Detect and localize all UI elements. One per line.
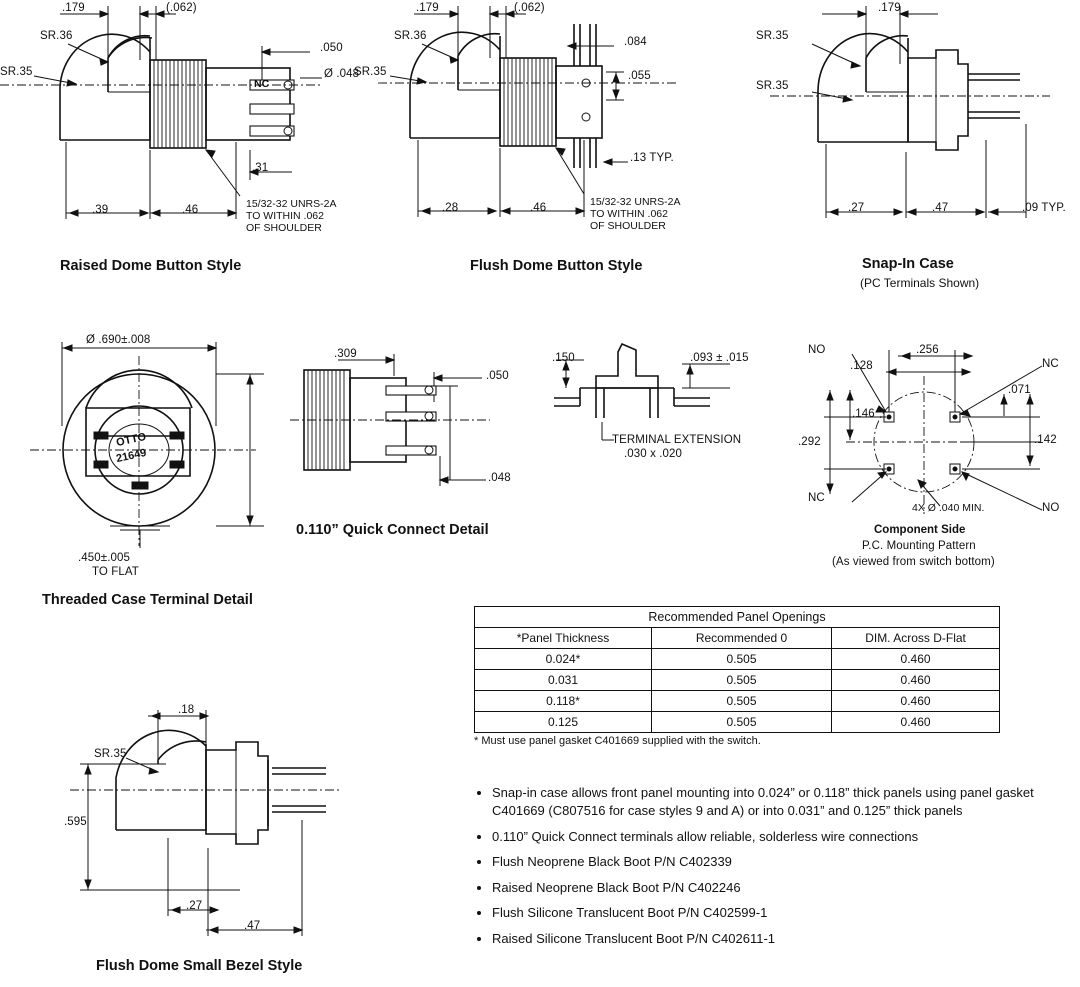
dim-flush-179: .179 xyxy=(416,2,439,14)
cell-recommended: 0.505 xyxy=(651,712,831,733)
cell-dflat: 0.460 xyxy=(832,670,1000,691)
dim-pc-128: .128 xyxy=(850,360,873,372)
note-terminal-extension: TERMINAL EXTENSION xyxy=(612,434,742,446)
marking-partnumber: 21649 xyxy=(115,446,148,466)
dim-pc-146: .146 xyxy=(852,408,875,420)
note-terminal-extension-dims: .030 x .020 xyxy=(624,448,683,460)
table-header-row xyxy=(475,628,1000,649)
dim-pc-292: .292 xyxy=(798,436,821,448)
panel-openings-table-wrap xyxy=(474,606,1000,747)
label-pc-nc-bottom: NC xyxy=(808,492,825,504)
dim-pc-256: .256 xyxy=(916,344,939,356)
dim-snapin-179: .179 xyxy=(878,2,901,14)
notes-list-wrap xyxy=(474,782,1070,953)
snap-in-drawing xyxy=(730,0,1080,300)
label-pc-no-top: NO xyxy=(808,344,826,356)
table-row xyxy=(475,670,1000,691)
cell-recommended: 0.505 xyxy=(651,670,831,691)
dim-pc-142: .142 xyxy=(1034,434,1057,446)
view-small-bezel xyxy=(40,690,400,987)
dim-raised-dia048: Ø .048 xyxy=(324,68,360,80)
note-raised-thread-1: 15/32-32 UNRS-2A xyxy=(246,198,337,210)
marking-otto: OTTO xyxy=(115,430,148,450)
flush-dome-drawing xyxy=(378,0,718,290)
list-item: • Raised Neoprene Black Boot P/N C402246 xyxy=(492,877,1070,897)
caption-pc-mounting-pattern: P.C. Mounting Pattern xyxy=(862,540,976,552)
view-pc-pattern xyxy=(790,330,1080,590)
list-item: • Raised Silicone Translucent Boot P/N C402611-1 xyxy=(492,928,1070,948)
caption-snap-in: Snap-In Case xyxy=(862,256,954,272)
table-footnote: * Must use panel gasket C401669 supplied with the switch. xyxy=(474,735,761,747)
cell-dflat: 0.460 xyxy=(832,649,1000,670)
note-raised-thread-2: TO WITHIN .062 xyxy=(246,210,324,222)
dim-qc-050: .050 xyxy=(486,370,509,382)
dim-bezel-47: .47 xyxy=(244,920,261,932)
label-pc-nc-top: NC xyxy=(1042,358,1059,370)
note-flush-thread-3: OF SHOULDER xyxy=(590,220,666,232)
dim-threaded-dia: Ø .690±.008 xyxy=(86,334,151,346)
label-snapin-sr35-top: SR.35 xyxy=(756,30,789,42)
note-flush-thread-2: TO WITHIN .062 xyxy=(590,208,668,220)
dim-raised-179: .179 xyxy=(62,2,85,14)
table-row xyxy=(475,691,1000,712)
cell-recommended: 0.505 xyxy=(651,649,831,670)
table-header-dflat: DIM. Across D-Flat xyxy=(832,628,1000,649)
cell-thickness: 0.031 xyxy=(475,670,652,691)
threaded-case-drawing xyxy=(20,330,310,610)
list-item: • Flush Neoprene Black Boot P/N C402339 xyxy=(492,851,1070,871)
cell-dflat: 0.460 xyxy=(832,691,1000,712)
dim-raised-062: (.062) xyxy=(166,2,197,14)
dim-flush-084: .084 xyxy=(624,36,647,48)
dim-flush-13typ: .13 TYP. xyxy=(630,152,674,164)
dim-snapin-47: .47 xyxy=(932,202,949,214)
dim-raised-050: .050 xyxy=(320,42,343,54)
dim-flush-46: .46 xyxy=(530,202,547,214)
caption-pc-component-side: Component Side xyxy=(874,524,966,536)
caption-quick-connect: 0.110” Quick Connect Detail xyxy=(296,522,489,538)
view-threaded-case xyxy=(20,330,310,610)
table-row xyxy=(475,712,1000,733)
list-item: • 0.110” Quick Connect terminals allow reliable, solderless wire connections xyxy=(492,826,1070,846)
dim-flush-28: .28 xyxy=(442,202,459,214)
dim-raised-39: .39 xyxy=(92,204,109,216)
cell-dflat: 0.460 xyxy=(832,712,1000,733)
dim-raised-31: .31 xyxy=(252,162,269,174)
caption-flush-dome: Flush Dome Button Style xyxy=(470,258,643,274)
notes-list xyxy=(474,782,1070,948)
note-raised-thread-3: OF SHOULDER xyxy=(246,222,322,234)
table-row xyxy=(475,649,1000,670)
view-quick-connect xyxy=(290,330,540,550)
list-item: • Flush Silicone Translucent Boot P/N C402599-1 xyxy=(492,902,1070,922)
table-title: Recommended Panel Openings xyxy=(475,607,1000,628)
caption-pc-view-note: (As viewed from switch bottom) xyxy=(832,556,995,568)
cell-recommended: 0.505 xyxy=(651,691,831,712)
dim-snapin-09typ: .09 TYP. xyxy=(1022,202,1066,214)
caption-small-bezel: Flush Dome Small Bezel Style xyxy=(96,958,303,974)
terminal-extension-drawing xyxy=(540,330,800,510)
small-bezel-drawing xyxy=(40,690,400,987)
dim-snapin-27: .27 xyxy=(848,202,865,214)
dim-qc-048: .048 xyxy=(488,472,511,484)
dim-termext-093: .093 ± .015 xyxy=(690,352,749,364)
label-flush-sr36: SR.36 xyxy=(394,30,427,42)
dim-bezel-18: .18 xyxy=(178,704,195,716)
dim-qc-309: .309 xyxy=(334,348,357,360)
dim-bezel-27: .27 xyxy=(186,900,203,912)
view-terminal-extension xyxy=(540,330,800,510)
panel-openings-table xyxy=(474,606,1000,733)
dim-termext-150: .150 xyxy=(552,352,575,364)
caption-raised-dome: Raised Dome Button Style xyxy=(60,258,242,274)
label-snapin-sr35-bottom: SR.35 xyxy=(756,80,789,92)
label-raised-sr36: SR.36 xyxy=(40,30,73,42)
dim-threaded-flat: .450±.005 xyxy=(78,552,130,564)
dim-flush-055: .055 xyxy=(628,70,651,82)
table-title-row xyxy=(475,607,1000,628)
label-pc-no-bottom: NO xyxy=(1042,502,1060,514)
label-raised-sr35: SR.35 xyxy=(0,66,33,78)
table-header-thickness: *Panel Thickness xyxy=(475,628,652,649)
caption-snap-in-sub: (PC Terminals Shown) xyxy=(860,276,980,290)
cell-thickness: 0.125 xyxy=(475,712,652,733)
dim-threaded-toflat: TO FLAT xyxy=(92,566,139,578)
label-flush-sr35: SR.35 xyxy=(354,66,387,78)
caption-threaded-case: Threaded Case Terminal Detail xyxy=(42,592,253,608)
dim-flush-062: (.062) xyxy=(514,2,545,14)
view-flush-dome xyxy=(354,0,718,290)
cell-thickness: 0.118* xyxy=(475,691,652,712)
view-raised-dome xyxy=(0,0,360,290)
raised-dome-drawing xyxy=(0,0,360,290)
cell-thickness: 0.024* xyxy=(475,649,652,670)
view-snap-in xyxy=(730,0,1080,300)
table-header-recommended: Recommended 0 xyxy=(651,628,831,649)
quick-connect-drawing xyxy=(290,330,540,550)
label-raised-nc: NC xyxy=(254,78,270,90)
dim-pc-071: .071 xyxy=(1008,384,1031,396)
dim-bezel-595: .595 xyxy=(64,816,87,828)
dim-pc-4x-040: 4X Ø .040 MIN. xyxy=(912,502,985,514)
note-flush-thread-1: 15/32-32 UNRS-2A xyxy=(590,196,681,208)
dim-raised-46: .46 xyxy=(182,204,199,216)
list-item: • Snap-in case allows front panel mounting into 0.024” or 0.118” thick panels using panel gasket C401669 (C807516 for case styles 9 and A) or into 0.031” and 0.125” thick panels xyxy=(492,782,1070,821)
label-bezel-sr35: SR.35 xyxy=(94,748,127,760)
